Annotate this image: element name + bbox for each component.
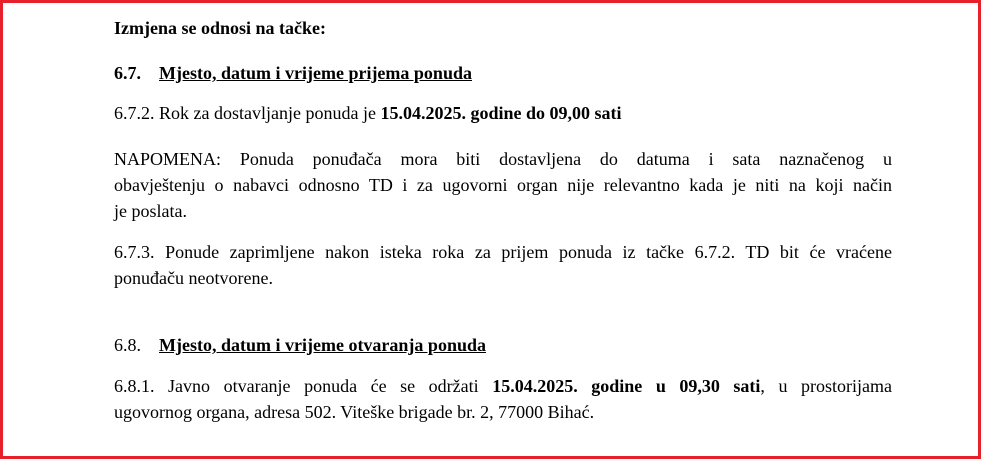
note-line-3: je poslata. (114, 201, 187, 221)
section-6-7-title: Mjesto, datum i vrijeme prijema ponuda (159, 63, 472, 83)
section-6-7-heading (114, 61, 892, 85)
paragraph-6-8-1-line-2: ugovornog organa, adresa 502. Viteške brigade br. 2, 77000 Bihać. (114, 402, 595, 422)
paragraph-6-8-1-text: 6.8.1. Javno otvaranje ponuda će se održati (114, 376, 493, 396)
note-line-1: NAPOMENA: Ponuda ponuđača mora biti dostavljena do datuma i sata naznačenog u (114, 149, 892, 169)
section-6-7-number: 6.7. (114, 63, 141, 83)
paragraph-6-7-2-deadline: 15.04.2025. godine do 09,00 sati (380, 103, 622, 123)
paragraph-6-7-3-line-1: 6.7.3. Ponude zaprimljene nakon isteka roka za prijem ponuda iz tačke 6.7.2. TD bit će vraćene (114, 242, 892, 262)
paragraph-6-8-1-datetime: 15.04.2025. godine u 09,30 sati (492, 376, 761, 396)
paragraph-6-7-3-line-2: ponuđaču neotvorene. (114, 268, 273, 288)
paragraph-6-8-1-line-1 (114, 374, 892, 398)
paragraph-6-7-2 (114, 101, 892, 125)
section-6-8-number: 6.8. (114, 335, 141, 355)
intro-heading: Izmjena se odnosi na tačke: (114, 18, 326, 38)
paragraph-6-8-1-suffix: , u prostorijama (760, 376, 892, 396)
note-line-2: obavještenju o nabavci odnosno TD i za ugovorni organ nije relevantno kada je niti na koji način (114, 175, 892, 195)
paragraph-6-7-2-text: 6.7.2. Rok za dostavljanje ponuda je (114, 103, 381, 123)
section-6-8-heading (114, 333, 892, 357)
section-6-8-title: Mjesto, datum i vrijeme otvaranja ponuda (159, 335, 486, 355)
